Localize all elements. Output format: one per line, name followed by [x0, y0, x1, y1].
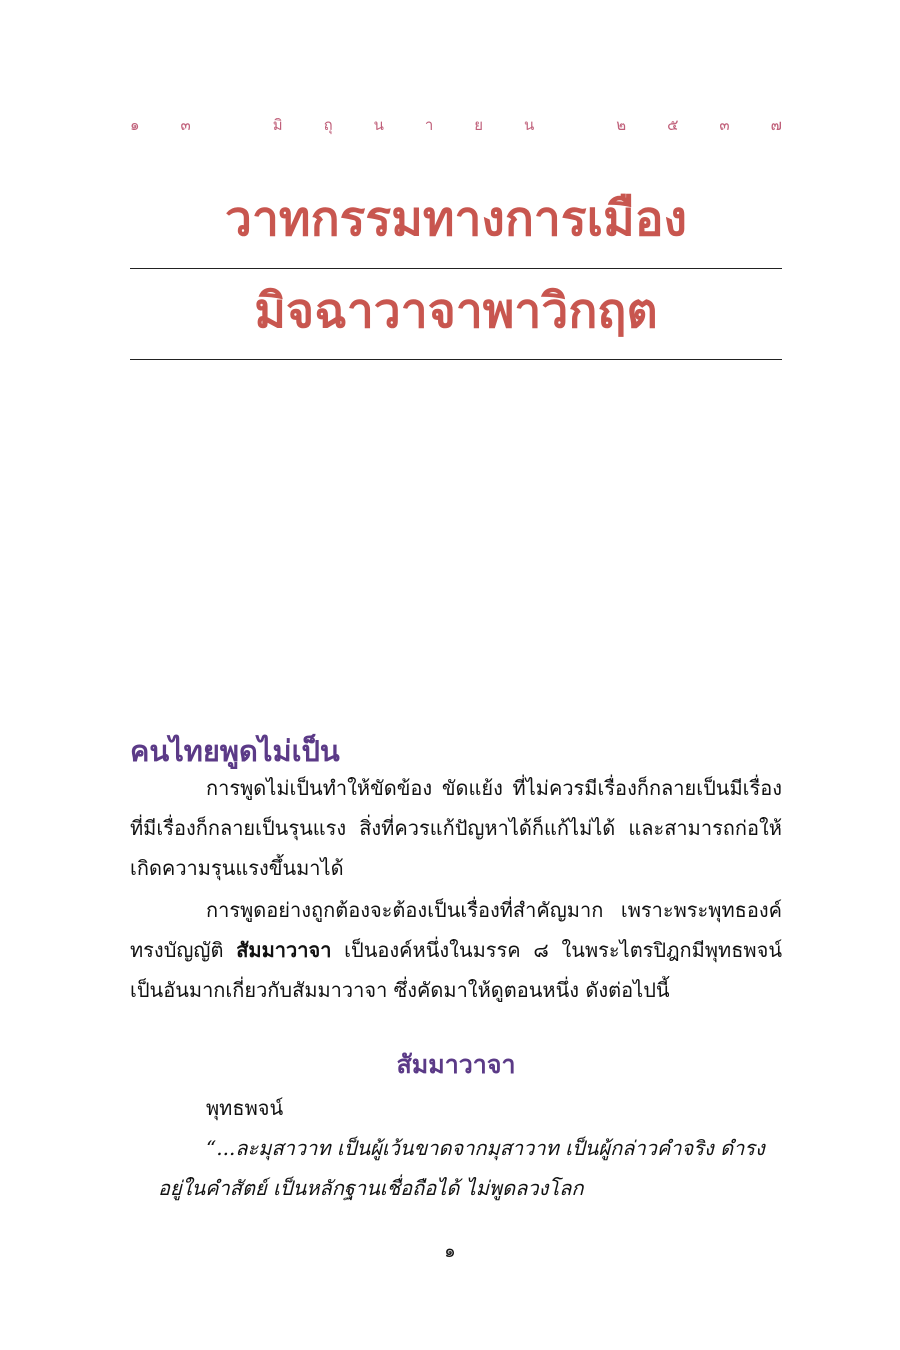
- date-char: ถุ: [323, 116, 333, 134]
- date-char: ๓: [180, 116, 191, 134]
- quote-line: “...ละมุสาวาท เป็นผู้เว้นขาดจากมุสาวาท เป็นผู้กล่าวคำจริง ดำรง: [206, 1136, 765, 1160]
- title-divider-top: [130, 268, 782, 269]
- section-heading: คนไทยพูดไม่เป็น: [130, 734, 340, 768]
- page-number: ๑: [444, 1241, 456, 1262]
- page-title-line1: วาทกรรมทางการเมือง: [225, 191, 687, 247]
- date-char: า: [424, 116, 434, 134]
- emphasis-term: สัมมาวาจา: [236, 938, 332, 962]
- paragraph: [130, 890, 782, 1010]
- date-char: ๗: [770, 116, 782, 134]
- date-char: มิ: [272, 116, 283, 134]
- date-header: [130, 113, 782, 137]
- paragraph-text: การพูดอย่างถูกต้องจะต้องเป็นเรื่องที่สำคัญมาก เพราะพระพุทธองค์ทรงบัญญัติ: [130, 898, 782, 962]
- paragraph-text: เป็นองค์หนึ่งในมรรค ๘ ในพระไตรปิฎกมีพุทธพจน์เป็นอันมากเกี่ยวกับสัมมาวาจา ซึ่งคัดมาให้ดูตอนหนึ่ง ดังต่อไปนี้: [130, 938, 782, 1002]
- page-title-line2: มิจฉาวาจาพาวิกฤต: [254, 283, 658, 339]
- title-divider-bottom: [130, 359, 782, 360]
- paragraph: [130, 768, 782, 888]
- date-char: ๑: [130, 116, 140, 134]
- date-char: น: [524, 116, 535, 134]
- date-char: ย: [474, 116, 484, 134]
- subsection-heading: สัมมาวาจา: [396, 1050, 516, 1079]
- date-char: ๓: [719, 116, 730, 134]
- date-char: ๕: [667, 116, 679, 134]
- paragraph-text: การพูดไม่เป็นทำให้ขัดข้อง ขัดแย้ง ที่ไม่ควรมีเรื่องก็กลายเป็นมีเรื่อง ที่มีเรื่องก็กลายเป็นรุนแรง สิ่งที่ควรแก้ปัญหาได้ก็แก้ไม่ได้ และสามารถก่อให้เกิดความรุนแรงขึ้นมาได้: [130, 776, 782, 880]
- date-char: น: [373, 116, 384, 134]
- quote-line: อยู่ในคำสัตย์ เป็นหลักฐานเชื่อถือได้ ไม่พูดลวงโลก: [158, 1176, 584, 1200]
- quote-speaker: พุทธพจน์: [206, 1096, 284, 1120]
- quote-block: [158, 1128, 778, 1208]
- date-char: ๒: [616, 116, 627, 134]
